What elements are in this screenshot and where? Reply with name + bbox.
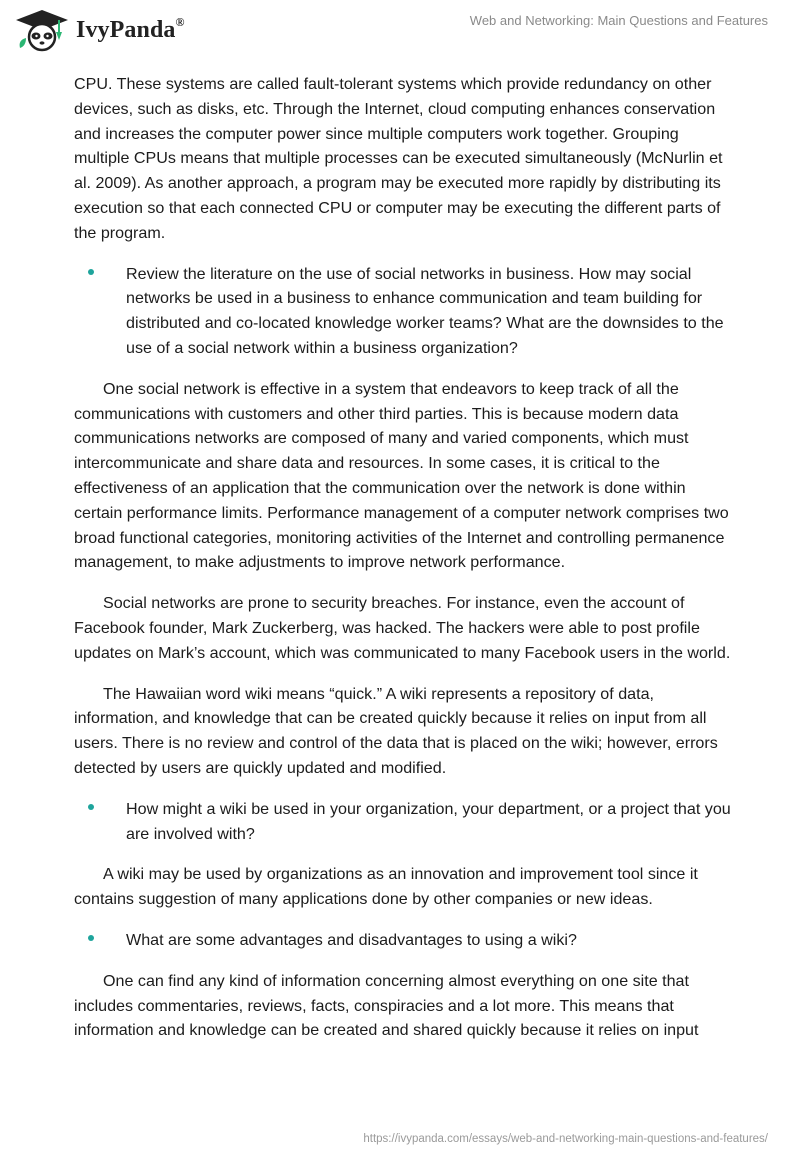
paragraph: One can find any kind of information concerning almost everything on one site that includes commentaries, reviews, facts, conspiracies and a lot more. This means that information and knowledge can be created and shared quickly because it relies on input bbox=[74, 971, 699, 1040]
brand-logo[interactable] bbox=[14, 8, 185, 52]
page-header bbox=[0, 0, 800, 68]
bullet-dot-icon bbox=[88, 269, 94, 275]
question-bullet bbox=[74, 928, 734, 953]
bullet-dot-icon bbox=[88, 935, 94, 941]
brand-name bbox=[76, 14, 185, 44]
paragraph: A wiki may be used by organizations as an innovation and improvement tool since it contains suggestion of many applications done by other companies or new ideas. bbox=[74, 865, 698, 909]
question-bullet bbox=[74, 797, 734, 847]
panda-graduate-logo-icon bbox=[14, 8, 70, 52]
paragraph: CPU. These systems are called fault-tolerant systems which provide redundancy on other devices, such as disks, etc. Through the Internet, cloud computing enhances conservation and increases the computer power since multiple computers work together. Grouping multiple CPUs means that multiple processes can be executed simultaneously (McNurlin et al. 2009). As another approach, a program may be executed more rapidly by distributing its execution so that each connected CPU or computer may be executing the different parts of the program. bbox=[74, 75, 723, 242]
document-title: Web and Networking: Main Questions and Features bbox=[469, 13, 768, 28]
bullet-text: How might a wiki be used in your organization, your department, or a project that you are involved with? bbox=[126, 799, 731, 843]
source-url[interactable]: https://ivypanda.com/essays/web-and-networking-main-questions-and-features/ bbox=[363, 1133, 768, 1145]
paragraph: Social networks are prone to security breaches. For instance, even the account of Facebook founder, Mark Zuckerberg, was hacked. The hackers were able to post profile updates on Mark’s account, which was communicated to many Facebook users in the world. bbox=[74, 594, 731, 662]
registered-mark: ® bbox=[175, 14, 185, 29]
bullet-text: What are some advantages and disadvantages to using a wiki? bbox=[126, 930, 577, 949]
essay-body bbox=[74, 72, 734, 1059]
paragraph: One social network is effective in a system that endeavors to keep track of all the communications with customers and other third parties. This is because modern data communications networks are composed of many and varied components, which must intercommunicate and share data and resources. In some cases, it is critical to the effectiveness of an application that the communication over the network is done within certain performance limits. Performance management of a computer network comprises two broad functional categories, monitoring activities of the Internet and controlling permanence management, to make adjustments to improve network performance. bbox=[74, 379, 729, 572]
question-bullet bbox=[74, 262, 734, 361]
paragraph: The Hawaiian word wiki means “quick.” A wiki represents a repository of data, information, and knowledge that can be created quickly because it relies on input from all users. There is no review and control of the data that is placed on the wiki; however, errors detected by users are quickly updated and modified. bbox=[74, 684, 718, 777]
bullet-dot-icon bbox=[88, 804, 94, 810]
brand-text: IvyPanda bbox=[76, 16, 176, 43]
bullet-text: Review the literature on the use of social networks in business. How may social networks be used in a business to enhance communication and team building for distributed and co-located knowledge worker teams? What are the downsides to the use of a social network within a business organization? bbox=[126, 264, 724, 357]
